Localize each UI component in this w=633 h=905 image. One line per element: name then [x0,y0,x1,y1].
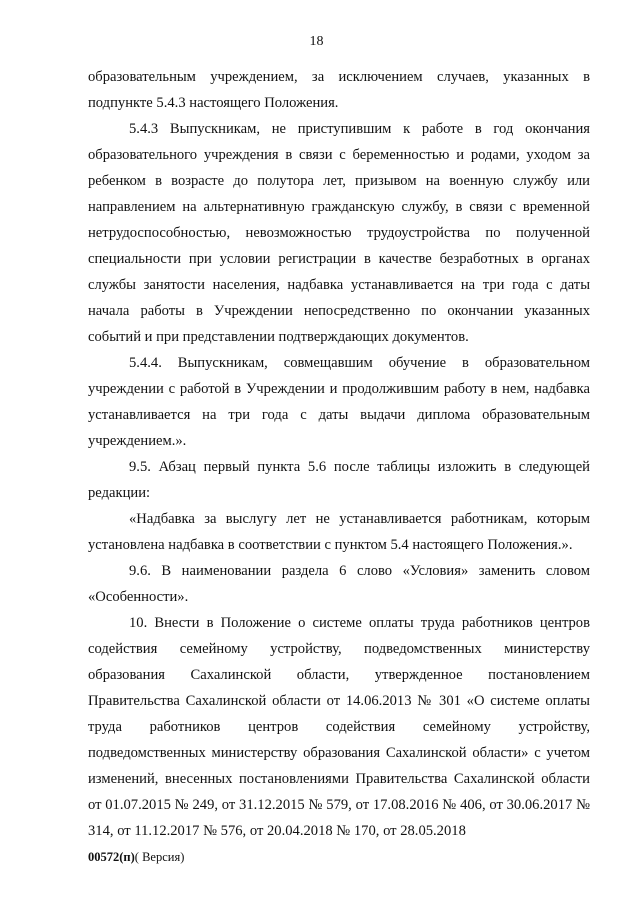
document-footer [88,849,184,865]
paragraph-quote: «Надбавка за выслугу лет не устанавливается работникам, которым установлена надбавка в соответствии с пунктом 5.4 настоящего Положения.». [88,511,590,553]
document-body [88,64,590,844]
paragraph-9-5: 9.5. Абзац первый пункта 5.6 после таблицы изложить в следующей редакции: [88,459,590,501]
paragraph-9-6: 9.6. В наименовании раздела 6 слово «Условия» заменить словом «Особенности». [88,563,590,605]
paragraph-continuation: образовательным учреждением, за исключением случаев, указанных в подпункте 5.4.3 настоящего Положения. [88,69,590,111]
paragraph-5-4-4: 5.4.4. Выпускникам, совмещавшим обучение в образовательном учреждении с работой в Учреждении и продолжившим работу в нем, надбавка устанавливается на три года с даты выдачи диплома образовательным учреждением.». [88,355,590,449]
document-code: 00572(п) [88,850,135,864]
version-label: ( Версия) [134,850,185,864]
paragraph-5-4-3: 5.4.3 Выпускникам, не приступившим к работе в год окончания образовательного учреждения в связи с беременностью и родами, уходом за ребенком в возрасте до полутора лет, призывом на военную службу или направлением на альтернативную гражданскую службу, в связи с временной нетрудоспособностью, невозможностью трудоустройства по полученной специальности при условии регистрации в качестве безработных в органах службы занятости населения, надбавка устанавливается на три года с даты начала работы в Учреждении непосредственно по окончании указанных событий и при представлении подтверждающих документов. [88,121,590,345]
page-number: 18 [309,34,324,49]
paragraph-10: 10. Внести в Положение о системе оплаты труда работников центров содействия семейному устройству, подведомственных министерству образования Сахалинской области, утвержденное постановлением Правительства Сахалинской области от 14.06.2013 № 301 «О системе оплаты труда работников центров содействия семейному устройству, подведомственных министерству образования Сахалинской области» с учетом изменений, внесенных постановлениями Правительства Сахалинской области от 01.07.2015 № 249, от 31.12.2015 № 579, от 17.08.2016 № 406, от 30.06.2017 № 314, от 11.12.2017 № 576, от 20.04.2018 № 170, от 28.05.2018 [88,615,590,839]
